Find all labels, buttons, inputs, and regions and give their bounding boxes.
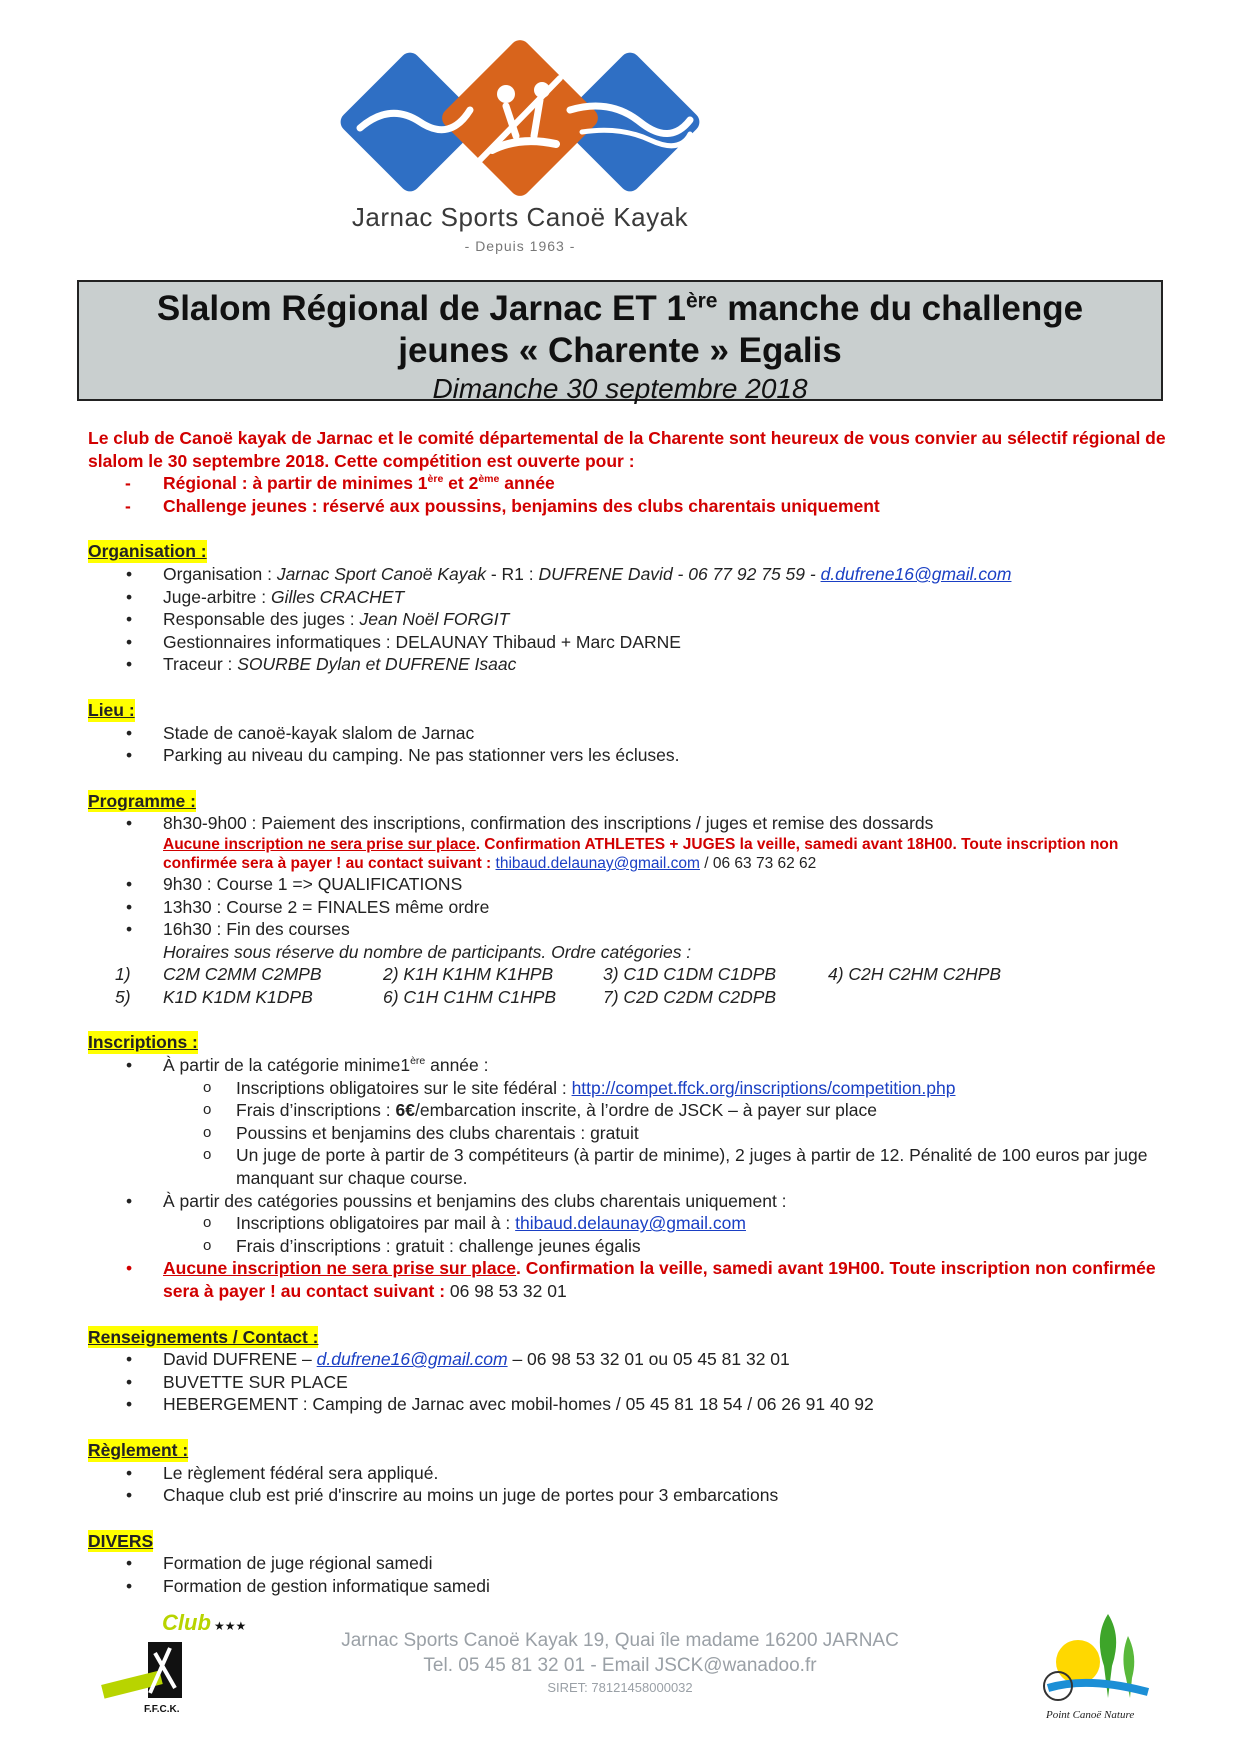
svg-text:Point Canoë Nature: Point Canoë Nature [1046, 1709, 1135, 1721]
sub-list-item: o Poussins et benjamins des clubs charentais : gratuit [163, 1122, 1168, 1145]
list-item: • David DUFRENE – d.dufrene16@gmail.com – 06 98 53 32 01 ou 05 45 81 32 01 [88, 1348, 1168, 1371]
email-link-delaunay-2[interactable]: thibaud.delaunay@gmail.com [515, 1213, 746, 1234]
list-item: • À partir de la catégorie minime1ère année : o Inscriptions obligatoires sur le site fédéral : http://compet.ffck.org/inscriptions/competition.php o Frais d’inscriptions : 6€/embarcation inscrite, à l’ordre de JSCK – à payer sur place o Poussins et benjamins des clubs charentais : gratuit o Un juge de porte à partir de 3 compétiteurs (à partir de minime), 2 juges à partir de 12. Pénalité de 100 euros par juge manquant sur chaque course. [88, 1054, 1168, 1190]
section-lieu [88, 699, 1168, 767]
list-item: • Responsable des juges : Jean Noël FORGIT [88, 608, 1168, 631]
list-item-warning: • Aucune inscription ne sera prise sur place. Confirmation la veille, samedi avant 19H00. Toute inscription non confirmée sera à payer ! au contact suivant : 06 98 53 32 01 [88, 1257, 1168, 1302]
heading-divers: DIVERS [88, 1530, 154, 1551]
canoe-kayak-logo-icon [320, 40, 720, 200]
event-date: Dimanche 30 septembre 2018 [432, 373, 808, 404]
section-divers [88, 1530, 1168, 1598]
logo-since: - Depuis 1963 - [464, 238, 576, 254]
list-item: • HEBERGEMENT : Camping de Jarnac avec mobil-homes / 05 45 81 18 54 / 06 26 91 40 92 [88, 1393, 1168, 1416]
section-programme [88, 790, 1168, 1009]
sub-list-item: o Un juge de porte à partir de 3 compétiteurs (à partir de minime), 2 juges à partir de 12. Pénalité de 100 euros par juge manquant sur chaque course. [163, 1144, 1168, 1189]
intro-item-challenge: - Challenge jeunes : réservé aux poussins, benjamins des clubs charentais uniquement [125, 495, 880, 516]
section-contact [88, 1326, 1168, 1416]
list-item: • Formation de gestion informatique samedi [88, 1575, 1168, 1598]
footer-line-1: Jarnac Sports Canoë Kayak 19, Quai île madame 16200 JARNAC [341, 1630, 899, 1651]
heading-programme: Programme : [88, 790, 196, 811]
heading-contact: Renseignements / Contact : [88, 1326, 319, 1347]
sub-list-item: o Inscriptions obligatoires par mail à : thibaud.delaunay@gmail.com [163, 1212, 1168, 1235]
title-box [77, 280, 1163, 404]
list-item: • Gestionnaires informatiques : DELAUNAY Thibaud + Marc DARNE [88, 631, 1168, 654]
heading-organisation: Organisation : [88, 541, 207, 562]
point-canoe-nature-icon [1038, 1606, 1158, 1722]
list-item: • Formation de juge régional samedi [88, 1552, 1168, 1575]
section-reglement [88, 1439, 1168, 1507]
category-row-1: 1) C2M C2MM C2MPB 2) K1H K1HM K1HPB 3) C1D C1DM C1DPB 4) C2H C2HM C2HPB [115, 964, 1002, 985]
list-item: • Organisation : Jarnac Sport Canoë Kayak - R1 : DUFRENE David - 06 77 92 75 59 - d.dufrene16@gmail.com [88, 563, 1168, 586]
intro-paragraph: Le club de Canoë kayak de Jarnac et le comité départemental de la Charente sont heureux de vous convier au sélectif régional de slalom le 30 septembre 2018. Cette compétition est ouverte pour : [88, 428, 1166, 471]
svg-text:F.F.C.K.: F.F.C.K. [144, 1704, 180, 1715]
horaires-note: Horaires sous réserve du nombre de participants. Ordre catégories : [163, 941, 692, 962]
list-item: • Le règlement fédéral sera appliqué. [88, 1462, 1168, 1485]
heading-reglement: Règlement : [88, 1439, 189, 1460]
ffck-link[interactable]: http://compet.ffck.org/inscriptions/competition.php [571, 1077, 956, 1098]
sub-list-item: o Frais d’inscriptions : 6€/embarcation inscrite, à l’ordre de JSCK – à payer sur place [163, 1099, 1168, 1122]
svg-text:Club: Club [162, 1610, 211, 1635]
list-item: • 8h30-9h00 : Paiement des inscriptions, confirmation des inscriptions / juges et remise des dossards Aucune inscription ne sera prise sur place. Confirmation ATHLETES + JUGES la veille, samedi avant 18H00. Toute inscription non confirmée sera à payer ! au contact suivant : thibaud.delaunay@gmail.com / 06 63 73 62 62 [88, 812, 1168, 873]
svg-text:★★★: ★★★ [214, 1619, 247, 1633]
list-item: • 16h30 : Fin des courses [88, 918, 1168, 941]
email-link-delaunay[interactable]: thibaud.delaunay@gmail.com [495, 854, 700, 872]
email-link-dufrene[interactable]: d.dufrene16@gmail.com [820, 563, 1012, 584]
ffck-club-icon [100, 1608, 260, 1718]
sub-list-item: o Inscriptions obligatoires sur le site fédéral : http://compet.ffck.org/inscriptions/competition.php [163, 1077, 1168, 1100]
intro-item-regional: - Régional : à partir de minimes 1ère et 2ème année [125, 473, 555, 494]
title-line-1: Slalom Régional de Jarnac ET 1ère manche du challenge [156, 289, 1084, 328]
footer-line-3: SIRET: 78121458000032 [547, 1680, 693, 1695]
title-line-2: jeunes « Charente » Egalis [398, 331, 842, 370]
ffck-club-logo [100, 1608, 260, 1718]
list-item: • Chaque club est prié d'inscrire au moins un juge de portes pour 3 embarcations [88, 1484, 1168, 1507]
heading-lieu: Lieu : [88, 699, 135, 720]
list-item: • 9h30 : Course 1 => QUALIFICATIONS [88, 873, 1168, 896]
heading-inscriptions: Inscriptions : [88, 1032, 198, 1053]
document-body [88, 427, 1168, 1598]
list-item: • Stade de canoë-kayak slalom de Jarnac [88, 722, 1168, 745]
category-row-2: 5) K1D K1DM K1DPB 6) C1H C1HM C1HPB 7) C2D C2DM C2DPB [115, 986, 777, 1007]
email-link-dufrene-2[interactable]: d.dufrene16@gmail.com [316, 1349, 508, 1370]
point-canoe-nature-logo [1038, 1606, 1158, 1722]
list-item: • BUVETTE SUR PLACE [88, 1371, 1168, 1394]
list-item: • Parking au niveau du camping. Ne pas stationner vers les écluses. [88, 744, 1168, 767]
logo-club-name: Jarnac Sports Canoë Kayak [351, 202, 689, 232]
footer-line-2: Tel. 05 45 81 32 01 - Email JSCK@wanadoo.fr [423, 1655, 817, 1676]
programme-note: Aucune inscription ne sera prise sur place. Confirmation ATHLETES + JUGES la veille, samedi avant 18H00. Toute inscription non confirmée sera à payer ! au contact suivant : thibaud.delaunay@gmail.com / 06 63 73 62 62 [163, 835, 1119, 872]
footer-address [300, 1628, 940, 1698]
section-inscriptions [88, 1031, 1168, 1302]
list-item: • Juge-arbitre : Gilles CRACHET [88, 586, 1168, 609]
section-organisation [88, 540, 1168, 676]
club-logo-header [320, 40, 720, 270]
sub-list-item: o Frais d’inscriptions : gratuit : challenge jeunes égalis [163, 1235, 1168, 1258]
list-item: • 13h30 : Course 2 = FINALES même ordre [88, 896, 1168, 919]
list-item: • Traceur : SOURBE Dylan et DUFRENE Isaac [88, 653, 1168, 676]
list-item: • À partir des catégories poussins et benjamins des clubs charentais uniquement : o Inscriptions obligatoires par mail à : thibaud.delaunay@gmail.com o Frais d’inscriptions : gratuit : challenge jeunes égalis [88, 1190, 1168, 1258]
